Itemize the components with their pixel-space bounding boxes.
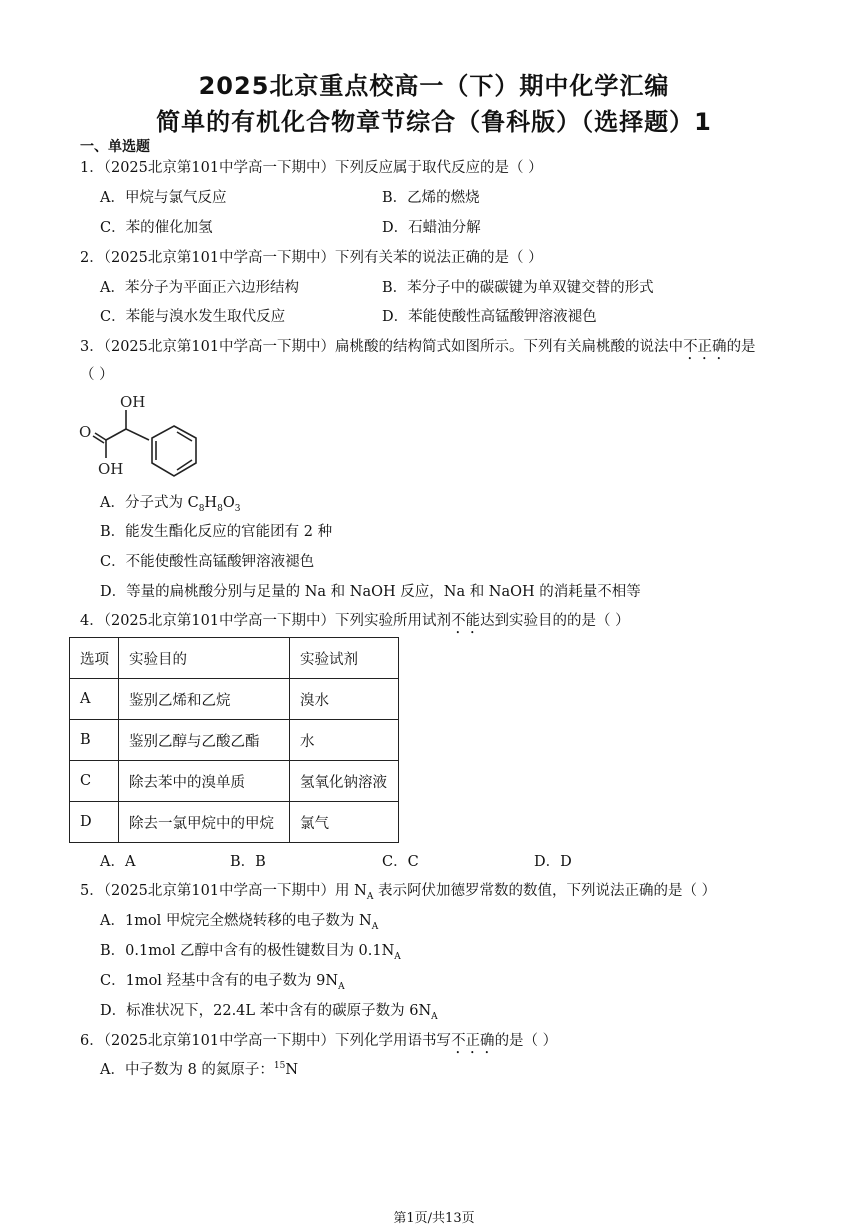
hydroxyl-top-label: OH: [120, 393, 146, 411]
document-title: 2025北京重点校高一（下）期中化学汇编: [198, 72, 670, 100]
q5-option-d: D．标准状况下，22.4L 苯中含有的碳原子数为 $6N_A$: [100, 1003, 438, 1022]
q2-option-a: A．苯分子为平面正六边形结构: [100, 280, 299, 296]
q2-option-c: C．苯能与溴水发生取代反应: [100, 309, 286, 325]
q1-option-a: A．甲烷与氯气反应: [100, 190, 227, 206]
question-4-stem: 4．（2025北京第101中学高一下期中）下列实验所用试剂不能达到实验目的的是（ ）: [80, 613, 630, 629]
table-row: [70, 679, 399, 720]
carbonyl-oxygen-label: O: [79, 423, 92, 441]
table-cell: 除去一氯甲烷中的甲烷: [119, 802, 290, 843]
q4-option-c: C．C: [382, 854, 419, 870]
q2-option-d: D．苯能使酸性高锰酸钾溶液褪色: [382, 309, 597, 325]
q3-option-a: A．分子式为 $C_8H_8O_3$: [100, 495, 241, 514]
q4-option-b: B．B: [230, 854, 266, 870]
table-cell: 水: [290, 720, 399, 761]
question-3-stem: 3．（2025北京第101中学高一下期中）扁桃酸的结构简式如图所示。下列有关扁桃酸的说法中不正确的是: [80, 339, 756, 355]
table-cell: 鉴别乙烯和乙烷: [119, 679, 290, 720]
q3-option-d: D．等量的扁桃酸分别与足量的 Na 和 NaOH 反应，Na 和 NaOH 的消耗量不相等: [100, 584, 641, 600]
experiment-table: [69, 637, 399, 843]
q5-option-c: C．1mol 羟基中含有的电子数为 $9N_A$: [100, 973, 345, 992]
table-cell: A: [70, 679, 119, 720]
page-footer: 第1页/共13页: [393, 1211, 475, 1226]
question-6-stem: 6．（2025北京第101中学高一下期中）下列化学用语书写不正确的是（ ）: [80, 1033, 558, 1049]
q5-option-a: A．1mol 甲烷完全燃烧转移的电子数为 $N_A$: [100, 913, 379, 932]
table-row: [70, 761, 399, 802]
q4-option-a: A．A: [100, 854, 136, 870]
table-header-cell: 选项: [70, 638, 119, 679]
q1-option-c: C．苯的催化加氢: [100, 220, 213, 236]
table-row: [70, 720, 399, 761]
table-header-cell: 实验目的: [119, 638, 290, 679]
table-cell: B: [70, 720, 119, 761]
q1-option-b: B．乙烯的燃烧: [382, 190, 480, 206]
question-3-paren: （ ）: [80, 367, 114, 383]
document-subtitle: 简单的有机化合物章节综合（鲁科版）（选择题）1: [156, 108, 712, 136]
q3-option-b: B．能发生酯化反应的官能团有 2 种: [100, 524, 333, 540]
hydroxyl-bottom-label: OH: [98, 460, 124, 478]
q6-option-a: A．中子数为 8 的氮原子：$^{15}$N: [100, 1061, 299, 1078]
table-row: [70, 802, 399, 843]
q3-option-c: C．不能使酸性高锰酸钾溶液褪色: [100, 554, 315, 570]
q1-option-d: D．石蜡油分解: [382, 220, 481, 236]
q4-option-d: D．D: [534, 854, 572, 870]
question-2-stem: 2．（2025北京第101中学高一下期中）下列有关苯的说法正确的是（ ）: [80, 250, 543, 266]
table-cell: 除去苯中的溴单质: [119, 761, 290, 802]
table-header-cell: 实验试剂: [290, 638, 399, 679]
table-cell: C: [70, 761, 119, 802]
table-cell: D: [70, 802, 119, 843]
mandelic-acid-structure: [76, 388, 216, 488]
question-1-stem: 1．（2025北京第101中学高一下期中）下列反应属于取代反应的是（ ）: [80, 160, 543, 176]
table-cell: 氯气: [290, 802, 399, 843]
q2-option-b: B．苯分子中的碳碳键为单双键交替的形式: [382, 280, 654, 296]
q5-option-b: B．0.1mol 乙醇中含有的极性键数目为 $0.1N_A$: [100, 943, 401, 962]
section-heading: 一、单选题: [80, 139, 150, 155]
question-5-stem: 5．（2025北京第101中学高一下期中）用 $N_A$ 表示阿伏加德罗常数的数值，下列说法正确的是（ ）: [80, 883, 717, 902]
table-cell: 溴水: [290, 679, 399, 720]
table-cell: 鉴别乙醇与乙酸乙酯: [119, 720, 290, 761]
table-header-row: [70, 638, 399, 679]
table-cell: 氢氧化钠溶液: [290, 761, 399, 802]
